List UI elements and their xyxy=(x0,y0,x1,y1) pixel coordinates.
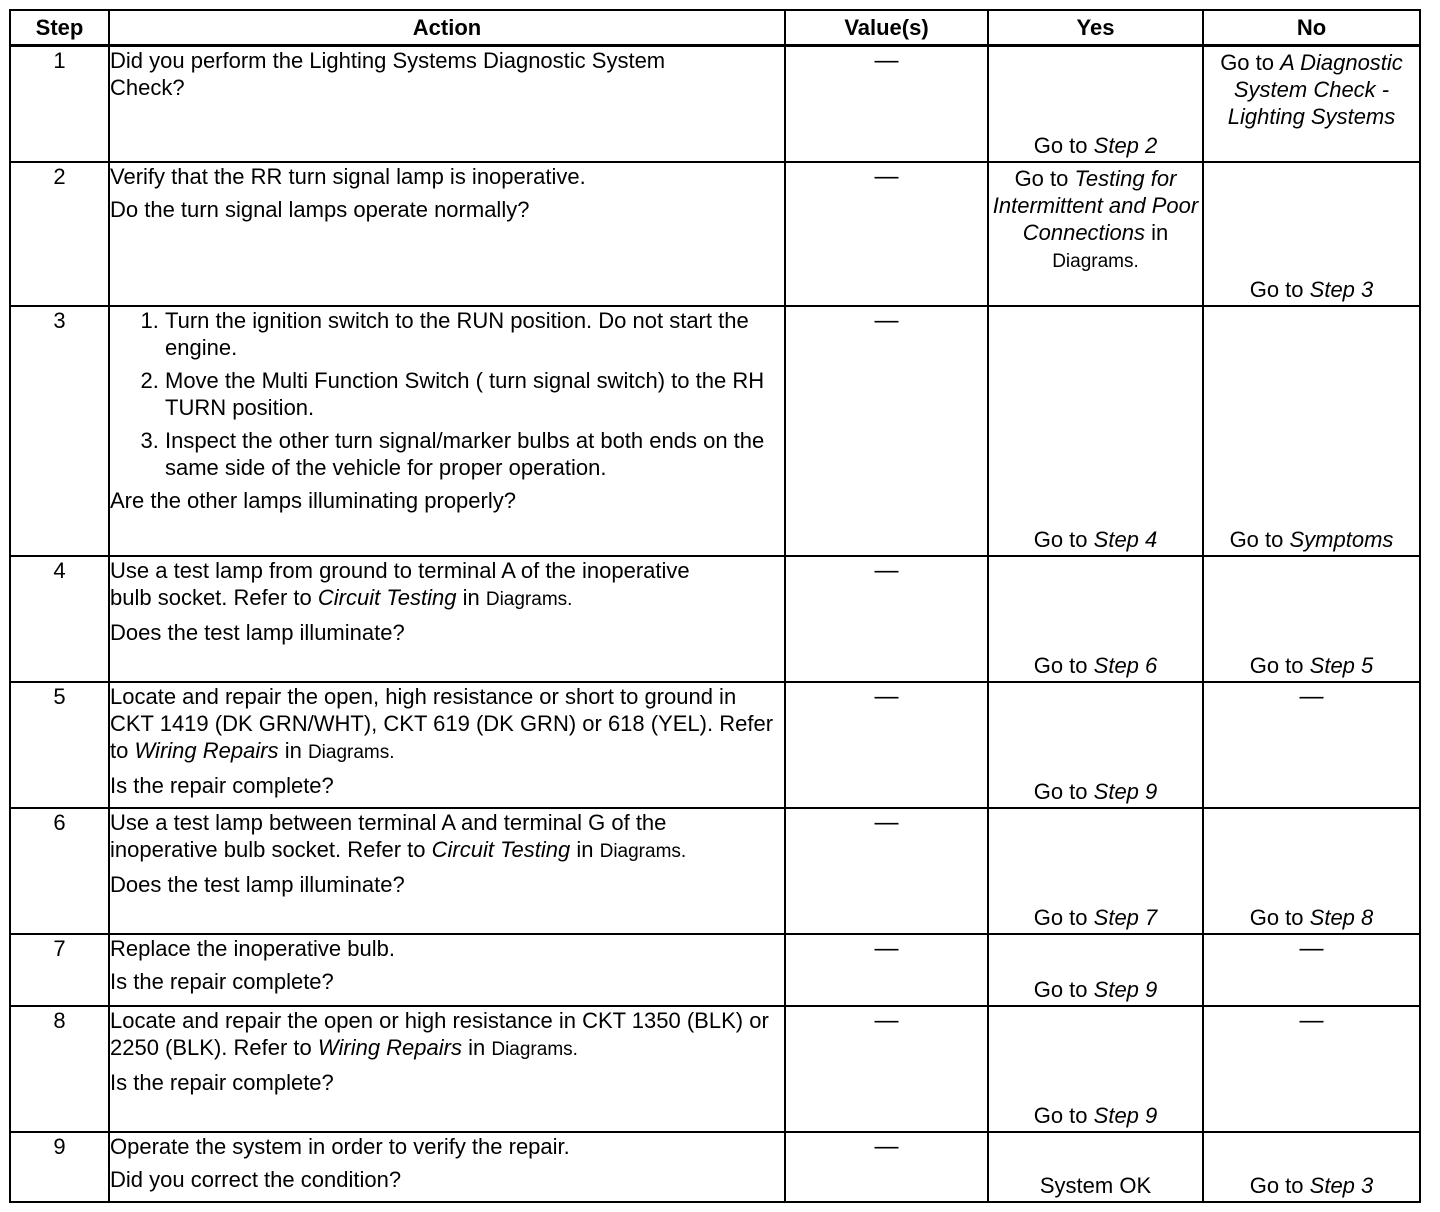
step-number: 8 xyxy=(10,1006,109,1132)
value-dash: — xyxy=(874,682,899,710)
action-cell xyxy=(109,1006,785,1132)
action-diagrams: Diagrams. xyxy=(307,741,395,763)
value-cell xyxy=(785,46,988,162)
yes-goto[interactable] xyxy=(989,976,1202,1003)
goto-label: Go to xyxy=(1220,50,1274,75)
yes-goto[interactable] xyxy=(989,904,1202,931)
no-goto[interactable] xyxy=(1204,1172,1419,1199)
value-dash: — xyxy=(874,162,899,190)
yes-ref: Step 9 xyxy=(1093,1102,1158,1128)
action-cell xyxy=(109,556,785,682)
value-cell xyxy=(785,808,988,934)
action-ref: Circuit Testing xyxy=(317,584,457,610)
step-number: 4 xyxy=(10,556,109,682)
yes-ref: Step 9 xyxy=(1093,976,1158,1002)
yes-result[interactable]: System OK xyxy=(1039,1172,1152,1198)
yes-goto[interactable] xyxy=(989,652,1202,679)
action-question: Do the turn signal lamps operate normally? xyxy=(110,196,530,222)
action-cell xyxy=(109,46,785,162)
action-text xyxy=(110,809,784,865)
no-cell xyxy=(1203,682,1420,808)
no-ref: Step 3 xyxy=(1309,1172,1374,1198)
value-cell xyxy=(785,682,988,808)
action-ref: Wiring Repairs xyxy=(134,737,279,763)
procedure-list xyxy=(110,307,784,481)
action-cell xyxy=(109,162,785,306)
action-cell xyxy=(109,682,785,808)
step-number: 1 xyxy=(10,46,109,162)
step-number: 3 xyxy=(10,306,109,556)
yes-goto[interactable] xyxy=(989,163,1202,275)
goto-label: Go to xyxy=(1033,526,1088,552)
table-row xyxy=(10,808,1420,934)
action-diagrams: Diagrams. xyxy=(599,840,687,862)
no-ref: Step 8 xyxy=(1309,904,1374,930)
action-cell xyxy=(109,1132,785,1202)
goto-label: Go to xyxy=(1033,132,1088,158)
table-row xyxy=(10,1132,1420,1202)
action-diagrams: Diagrams. xyxy=(491,1038,578,1060)
action-question: Did you correct the condition? xyxy=(110,1166,402,1192)
yes-cell xyxy=(988,556,1203,682)
no-ref: Symptoms xyxy=(1289,526,1394,552)
yes-goto[interactable] xyxy=(989,778,1202,805)
yes-cell xyxy=(988,1132,1203,1202)
yes-ref: Step 9 xyxy=(1093,778,1158,804)
value-cell xyxy=(785,556,988,682)
action-text: Did you perform the Lighting Systems Diagnostic System Check? xyxy=(110,48,666,100)
header-yes: Yes xyxy=(988,10,1203,46)
no-ref: A Diagnostic System Check - Lighting Systems xyxy=(1227,50,1403,129)
value-dash: — xyxy=(874,306,899,334)
no-ref: Step 3 xyxy=(1309,276,1374,302)
action-text-main: Use a test lamp from ground to terminal A of the inoperative bulb socket. Refer to xyxy=(110,557,690,610)
value-cell xyxy=(785,162,988,306)
action-question: Is the repair complete? xyxy=(110,1069,334,1095)
yes-goto[interactable] xyxy=(989,132,1202,159)
action-text: Verify that the RR turn signal lamp is inoperative. xyxy=(110,163,586,189)
goto-label: Go to xyxy=(1249,904,1304,930)
value-dash: — xyxy=(874,1132,899,1160)
step-number: 9 xyxy=(10,1132,109,1202)
action-text: Operate the system in order to verify the repair. xyxy=(110,1133,570,1159)
value-dash: — xyxy=(874,934,899,962)
no-goto[interactable] xyxy=(1204,652,1419,679)
yes-cell xyxy=(988,162,1203,306)
value-dash: — xyxy=(874,47,899,74)
action-cell xyxy=(109,808,785,934)
no-goto[interactable] xyxy=(1204,904,1419,931)
yes-goto[interactable] xyxy=(989,526,1202,553)
table-row xyxy=(10,162,1420,306)
no-cell xyxy=(1203,1006,1420,1132)
no-cell xyxy=(1203,808,1420,934)
step-number: 5 xyxy=(10,682,109,808)
no-cell xyxy=(1203,934,1420,1006)
goto-label: Go to xyxy=(1033,976,1088,1002)
table-row xyxy=(10,46,1420,162)
action-question: Are the other lamps illuminating properly? xyxy=(110,487,516,513)
yes-ref: Testing for Intermittent and Poor Connections xyxy=(992,165,1199,245)
table-row xyxy=(10,1006,1420,1132)
no-goto[interactable] xyxy=(1204,276,1419,303)
list-item: 3. Inspect the other turn signal/marker bulbs at both ends on the same side of the vehicle for proper operation. xyxy=(165,427,784,481)
value-dash: — xyxy=(874,556,899,584)
table-row xyxy=(10,556,1420,682)
goto-label: Go to xyxy=(1033,1102,1088,1128)
diagnostic-table xyxy=(9,9,1421,1203)
list-item: 2. Move the Multi Function Switch ( turn signal switch) to the RH TURN position. xyxy=(165,367,784,421)
yes-ref: Step 6 xyxy=(1093,652,1158,678)
action-in: in xyxy=(284,737,302,763)
no-ref: Step 5 xyxy=(1309,652,1374,678)
no-dash: — xyxy=(1299,1006,1324,1034)
goto-label: Go to xyxy=(1033,652,1088,678)
action-text xyxy=(110,683,784,766)
action-ref: Circuit Testing xyxy=(431,836,571,862)
yes-cell xyxy=(988,682,1203,808)
yes-cell xyxy=(988,934,1203,1006)
goto-label: Go to xyxy=(1249,1172,1304,1198)
step-number: 7 xyxy=(10,934,109,1006)
table-row xyxy=(10,934,1420,1006)
yes-ref: Step 2 xyxy=(1093,132,1158,158)
action-in: in xyxy=(576,836,594,862)
action-text-main: Locate and repair the open, high resistance or short to ground in CKT 1419 (DK GRN/WHT), CKT 619 (DK GRN) or 618 (YEL). Refer to xyxy=(110,683,774,763)
value-dash: — xyxy=(874,1006,899,1034)
no-goto[interactable] xyxy=(1204,47,1419,130)
step-number: 6 xyxy=(10,808,109,934)
no-cell xyxy=(1203,306,1420,556)
header-no: No xyxy=(1203,10,1420,46)
yes-cell xyxy=(988,46,1203,162)
yes-cell xyxy=(988,1006,1203,1132)
yes-goto[interactable] xyxy=(989,1102,1202,1129)
yes-diagrams: Diagrams. xyxy=(1052,250,1139,272)
no-goto[interactable] xyxy=(1204,526,1419,553)
header-values: Value(s) xyxy=(785,10,988,46)
value-cell xyxy=(785,1132,988,1202)
action-text: Replace the inoperative bulb. xyxy=(110,935,395,961)
action-question: Does the test lamp illuminate? xyxy=(110,871,405,897)
goto-label: Go to xyxy=(1033,904,1088,930)
table-row xyxy=(10,306,1420,556)
yes-cell xyxy=(988,306,1203,556)
goto-label: Go to xyxy=(1249,276,1304,302)
action-text-main: Use a test lamp between terminal A and terminal G of the inoperative bulb socket. Refer to xyxy=(110,809,667,862)
no-cell xyxy=(1203,556,1420,682)
value-cell xyxy=(785,1006,988,1132)
header-action: Action xyxy=(109,10,785,46)
action-question: Does the test lamp illuminate? xyxy=(110,619,405,645)
goto-label: Go to xyxy=(1033,778,1088,804)
header-row xyxy=(10,10,1420,46)
table-row xyxy=(10,682,1420,808)
action-text-main: Locate and repair the open or high resistance in CKT 1350 (BLK) or 2250 (BLK). Refer to xyxy=(110,1007,769,1060)
goto-label: Go to xyxy=(1229,526,1284,552)
no-dash: — xyxy=(1299,682,1324,710)
list-item: 1. Turn the ignition switch to the RUN position. Do not start the engine. xyxy=(165,307,784,361)
yes-ref: Step 4 xyxy=(1093,526,1158,552)
goto-label: Go to xyxy=(1249,652,1304,678)
action-cell xyxy=(109,306,785,556)
action-diagrams: Diagrams. xyxy=(485,588,573,610)
yes-in: in xyxy=(1151,219,1169,245)
yes-ref: Step 7 xyxy=(1093,904,1158,930)
no-cell xyxy=(1203,1132,1420,1202)
value-cell xyxy=(785,934,988,1006)
value-dash: — xyxy=(874,808,899,836)
action-in: in xyxy=(468,1034,486,1060)
step-number: 2 xyxy=(10,162,109,306)
action-question: Is the repair complete? xyxy=(110,968,334,994)
no-cell xyxy=(1203,46,1420,162)
no-dash: — xyxy=(1299,934,1324,962)
action-in: in xyxy=(462,584,480,610)
action-ref: Wiring Repairs xyxy=(317,1034,462,1060)
header-step: Step xyxy=(10,10,109,46)
action-question: Is the repair complete? xyxy=(110,772,334,798)
value-cell xyxy=(785,306,988,556)
action-cell xyxy=(109,934,785,1006)
action-text xyxy=(110,557,784,613)
action-text xyxy=(110,1007,784,1063)
goto-label: Go to xyxy=(1014,165,1069,191)
yes-cell xyxy=(988,808,1203,934)
no-cell xyxy=(1203,162,1420,306)
